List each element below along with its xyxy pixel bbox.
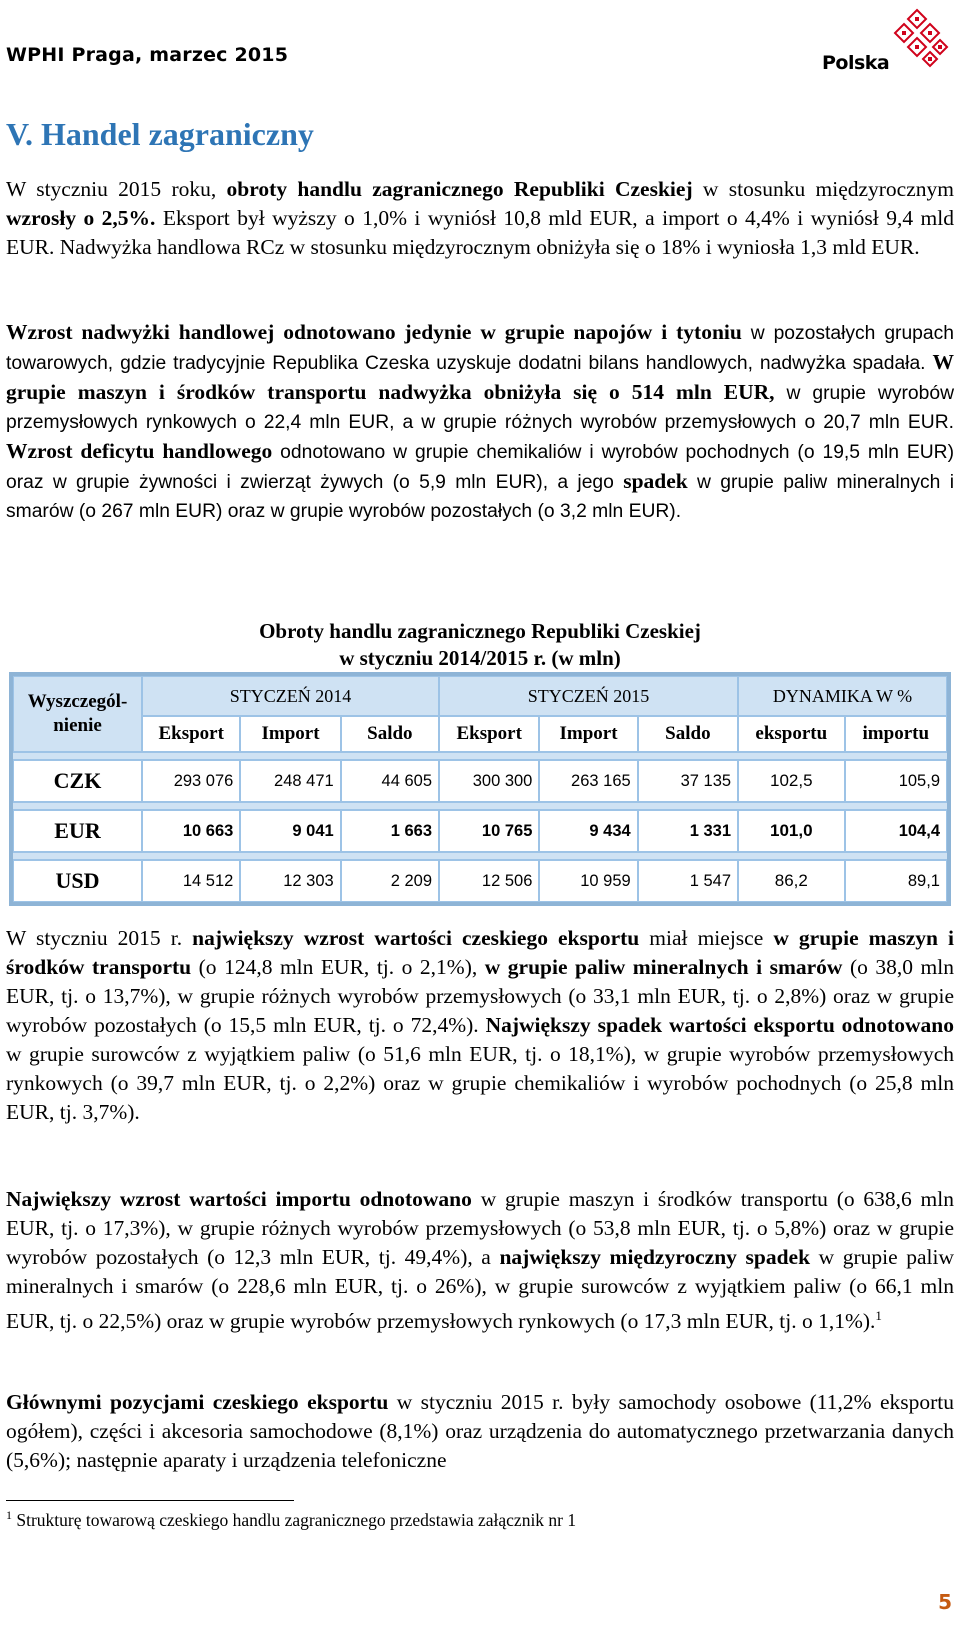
- value-cell: 101,0: [738, 810, 845, 852]
- value-cell: 37 135: [638, 760, 738, 802]
- text-run: W styczniu 2015 r.: [6, 926, 193, 950]
- currency-cell: CZK: [13, 760, 142, 802]
- paragraph-main-exports: [6, 1388, 954, 1475]
- value-cell: 12 303: [240, 860, 340, 902]
- text-run: w pozostałych grupach towarowych, gdzie tradycyjnie Republika Czeska uzyskuje dodatni bilans handlowych, nadwyżka spadała.: [6, 323, 954, 374]
- value-cell: 2 209: [341, 860, 439, 902]
- table-row: [13, 860, 947, 902]
- section-title: V. Handel zagraniczny: [6, 116, 314, 152]
- text-run: Eksport był wyższy o 1,0% i wyniósł 10,8 mld EUR, a import o 4,4% i wyniósł 9,4 mld EUR. Nadwyżka handlowa RCz w stosunku międzyrocznym obniżyła się o 18% i wyniosła 1,3 mld EUR.: [6, 206, 954, 259]
- footnote-divider: [6, 1500, 294, 1501]
- bold-run: Głównymi pozycjami czeskiego eksportu: [6, 1390, 389, 1414]
- value-cell: 12 506: [439, 860, 539, 902]
- text-run: w grupie paliw mineralnych i smarów (o 228,6 mln EUR, tj. o 26%), w grupie surowców z wyjątkiem paliw (o 66,1 mln EUR, tj. o 22,5%) oraz w grupie wyrobów przemysłowych rynkowych (o 17,3 mln EUR, tj. o 1,1%).: [6, 1245, 955, 1334]
- bold-run: Największy spadek wartości eksportu odnotowano: [485, 1013, 954, 1037]
- value-cell: 104,4: [845, 810, 947, 852]
- value-cell: 102,5: [738, 760, 845, 802]
- text-run: w grupie maszyn i środków transportu (o 638,6 mln EUR, tj. o 17,3%), w grupie różnych wyrobów przemysłowych (o 53,8 mln EUR, tj. o 5,8%) oraz w grupie wyrobów pozostałych (o 12,3 mln EUR, tj. 49,4%), a: [6, 1187, 954, 1269]
- bold-run: obroty handlu zagranicznego Republiki Czeskiej: [226, 177, 693, 201]
- subheader-cell: eksportu: [738, 716, 845, 752]
- logo-text: Polska: [822, 52, 890, 74]
- trade-table: [9, 672, 951, 906]
- bold-run: Wzrost deficytu handlowego: [6, 439, 273, 463]
- value-cell: 293 076: [142, 760, 240, 802]
- value-cell: 300 300: [439, 760, 539, 802]
- subheader-cell: importu: [845, 716, 947, 752]
- currency-cell: EUR: [13, 810, 142, 852]
- bold-run: Największy wzrost wartości importu odnotowano: [6, 1187, 472, 1211]
- text-run: w stosunku międzyrocznym: [692, 177, 954, 201]
- text-run: W styczniu 2015 roku,: [6, 177, 227, 201]
- value-cell: 89,1: [845, 860, 947, 902]
- value-cell: 9 041: [240, 810, 340, 852]
- value-cell: 9 434: [539, 810, 637, 852]
- currency-cell: USD: [13, 860, 142, 902]
- value-cell: 1 331: [638, 810, 738, 852]
- paragraph-overview: [6, 175, 954, 262]
- text-run: w styczniu 2015 r. były samochody osobowe (11,2% eksportu ogółem), części i akcesoria samochodowe (8,1%) oraz urządzenia do automatycznego przetwarzania danych (5,6%); następnie aparaty i urządzenia telefoniczne: [6, 1390, 954, 1472]
- value-cell: 10 765: [439, 810, 539, 852]
- value-cell: 10 959: [539, 860, 637, 902]
- table-caption-line1: Obroty handlu zagranicznego Republiki Czeskiej: [259, 619, 701, 643]
- text-run: odnotowano w grupie chemikaliów i wyrobów pochodnych (o 19,5 mln EUR) oraz w grupie żywności i zwierząt żywych (o 5,9 mln EUR), a jego: [6, 442, 955, 493]
- value-cell: 248 471: [240, 760, 340, 802]
- bold-run: największy międzyroczny spadek: [499, 1245, 811, 1269]
- paragraph-import-growth: [6, 1185, 954, 1336]
- header-title: WPHI Praga, marzec 2015: [6, 44, 289, 66]
- paragraph-export-growth: [6, 924, 954, 1127]
- footnote-marker: 1: [6, 1508, 12, 1522]
- subheader-cell: Eksport: [439, 716, 539, 752]
- value-cell: 14 512: [142, 860, 240, 902]
- footnote: [6, 1508, 576, 1531]
- page-number: 5: [938, 1590, 952, 1614]
- group-header-2014: STYCZEŃ 2014: [142, 676, 439, 716]
- subheader-cell: Eksport: [142, 716, 240, 752]
- bold-run: spadek: [623, 469, 688, 493]
- subheader-cell: Import: [240, 716, 340, 752]
- subheader-cell: Import: [539, 716, 637, 752]
- subheader-cell: Saldo: [638, 716, 738, 752]
- text-run: (o 38,0 mln EUR, tj. o 13,7%), w grupie różnych wyrobów przemysłowych (o 33,1 mln EUR, tj. o 2,8%) oraz w grupie wyrobów pozostałych (o 15,5 mln EUR, tj. o 72,4%).: [6, 955, 955, 1037]
- value-cell: 10 663: [142, 810, 240, 852]
- value-cell: 263 165: [539, 760, 637, 802]
- text-run: w grupie surowców z wyjątkiem paliw (o 51,6 mln EUR, tj. o 18,1%), w grupie wyrobów przemysłowych rynkowych (o 39,7 mln EUR, tj. o 2,2%) oraz w grupie chemikaliów i wyrobów pochodnych (o 25,8 mln EUR, tj. 3,7%).: [6, 1042, 954, 1124]
- bold-run: W grupie maszyn i środków transportu nadwyżka obniżyła się o 514 mln EUR,: [6, 350, 954, 404]
- bold-run: największy wzrost wartości czeskiego eksportu: [192, 926, 640, 950]
- table-caption-line2: w styczniu 2014/2015 r. (w mln): [339, 646, 621, 670]
- text-run: miał miejsce: [639, 926, 774, 950]
- polska-logo: [820, 6, 950, 76]
- row-header-cell: Wyszczegól-nienie: [13, 676, 142, 752]
- bold-run: wzrosły o 2,5%.: [6, 206, 156, 230]
- page-header: [6, 0, 954, 88]
- subheader-cell: Saldo: [341, 716, 439, 752]
- polska-logo-mark-icon: [884, 6, 950, 76]
- text-run: w grupie paliw mineralnych i smarów (o 267 mln EUR) oraz w grupie wyrobów pozostałych (o 3,2 mln EUR).: [6, 472, 955, 522]
- bold-run: Wzrost nadwyżki handlowej odnotowano jedynie w grupie napojów i tytoniu: [6, 320, 742, 344]
- bold-run: w grupie maszyn i środków transportu: [6, 926, 954, 979]
- table-row: [13, 760, 947, 802]
- value-cell: 105,9: [845, 760, 947, 802]
- group-header-2015: STYCZEŃ 2015: [439, 676, 738, 716]
- bold-run: w grupie paliw mineralnych i smarów: [484, 955, 843, 979]
- footnote-text: Strukturę towarową czeskiego handlu zagranicznego przedstawia załącznik nr 1: [12, 1509, 577, 1530]
- value-cell: 1 663: [341, 810, 439, 852]
- value-cell: 44 605: [341, 760, 439, 802]
- footnote-ref: 1: [875, 1308, 882, 1323]
- text-run: (o 124,8 mln EUR, tj. o 2,1%),: [191, 955, 485, 979]
- group-header-dynamics: DYNAMIKA W %: [738, 676, 947, 716]
- text-run: w grupie wyrobów przemysłowych rynkowych o 22,4 mln EUR, a w grupie różnych wyrobów przemysłowych o 20,7 mln EUR.: [6, 383, 954, 433]
- table-caption: [0, 618, 960, 672]
- value-cell: 86,2: [738, 860, 845, 902]
- table-row: [13, 810, 947, 852]
- paragraph-surplus: [6, 318, 954, 526]
- value-cell: 1 547: [638, 860, 738, 902]
